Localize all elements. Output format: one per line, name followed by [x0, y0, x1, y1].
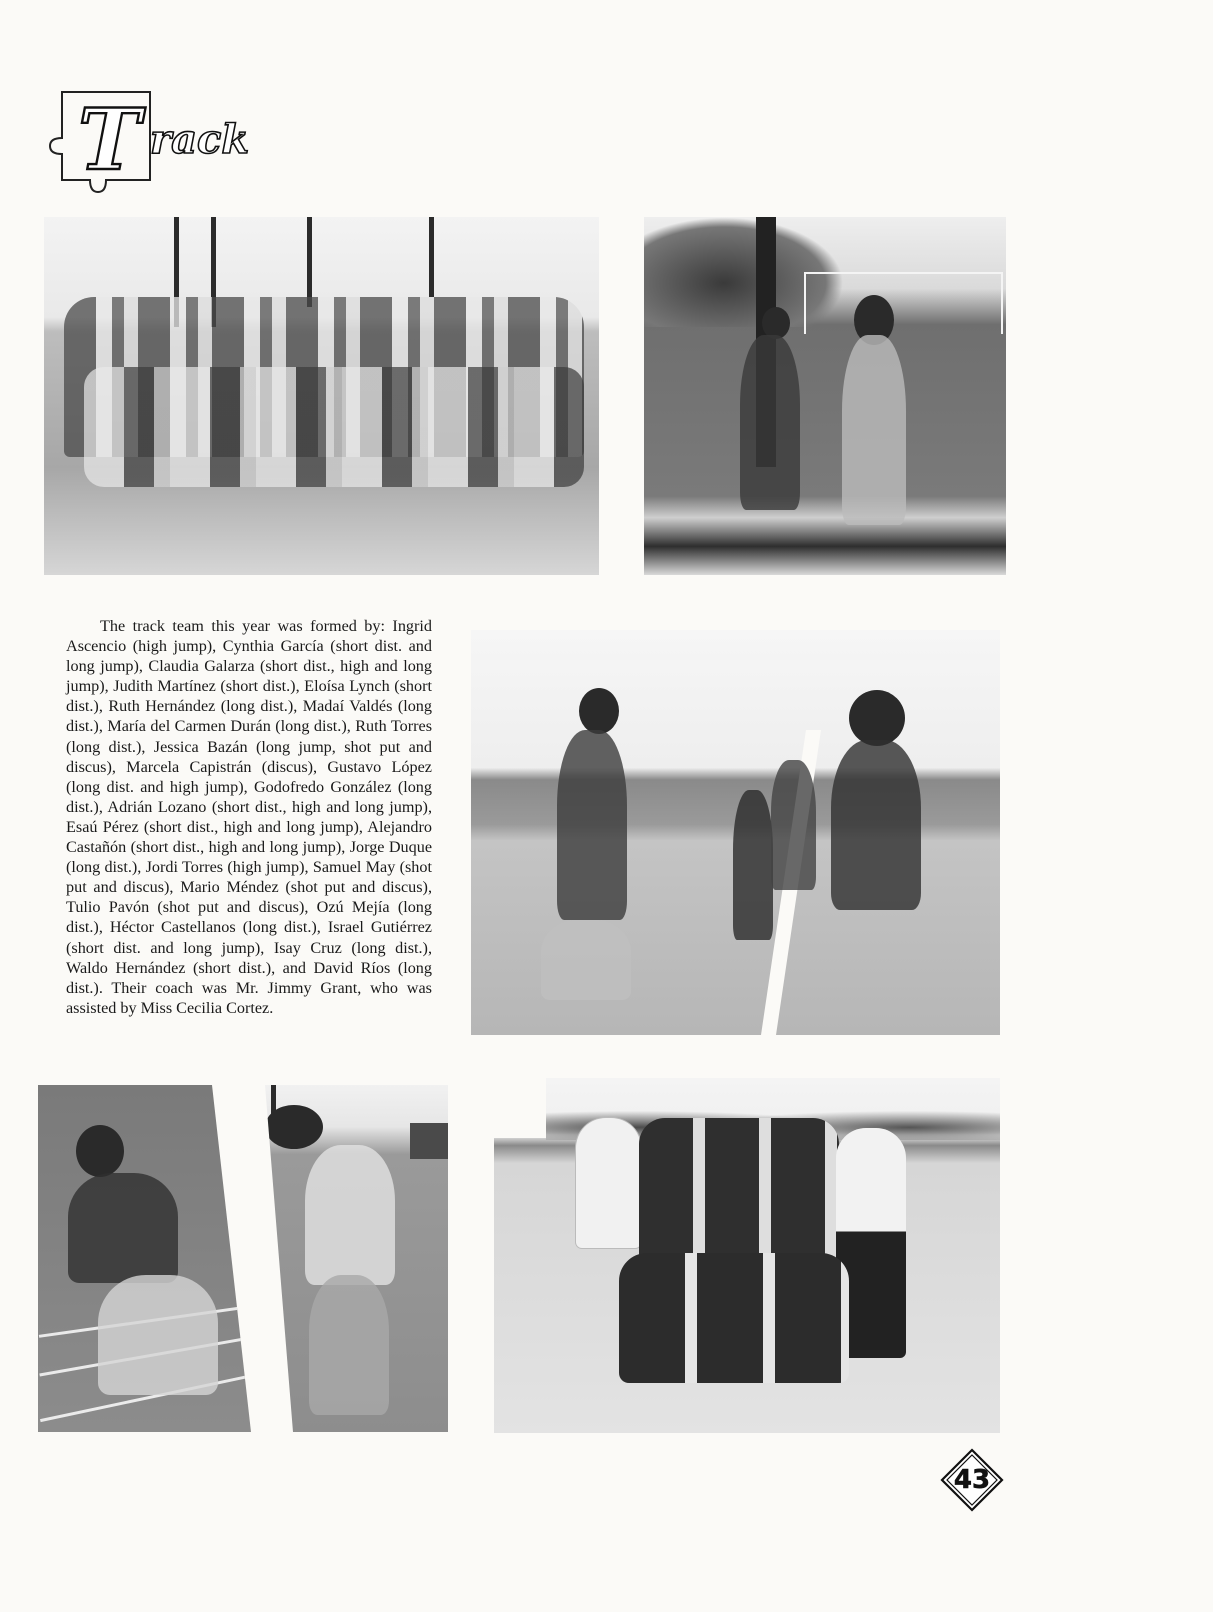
- page-number-badge: [940, 1448, 1004, 1512]
- page-number: 43: [953, 1465, 991, 1495]
- runners-photo: [644, 217, 1006, 575]
- article-paragraph: The track team this year was formed by: Ingrid Ascencio (high jump), Cynthia García (short dist. and long jump), Claudia Galarza (short dist., high and long jump), Judith Martínez (short dist.), Eloísa Lynch (short dist.), Ruth Hernández (long dist.), Madaí Valdés (long dist.), María del Carmen Durán (long dist.), Ruth Torres (long dist.), Jessica Bazán (long jump, shot put and discus), Marcela Capistrán (discus), Gustavo López (long dist. and high jump), Godofredo González (long dist.), Adrián Lozano (short dist., high and long jump), Esaú Pérez (short dist., high and long jump), Alejandro Castañón (short dist., high and long jump), Jorge Duque (long dist.), Jordi Torres (high jump), Samuel May (shot put and discus), Mario Méndez (shot put and discus), Tulio Pavón (shot put and discus), Ozú Mejía (long dist.), Héctor Castellanos (long dist.), Israel Gutiérrez (short dist. and long jump), Isay Cruz (long dist.), Waldo Hernández (short dist.), and David Ríos (long dist.). Their coach was Mr. Jimmy Grant, who was assisted by Miss Cecilia Cortez.: [66, 617, 432, 1017]
- coach-photo: [265, 1085, 448, 1432]
- title-letter: T: [78, 90, 141, 189]
- team-group-photo: [44, 217, 599, 575]
- title-word: rack: [150, 116, 250, 163]
- jumpers-photo: [471, 630, 1000, 1035]
- girls-team-photo: [494, 1078, 1000, 1433]
- article-body: [66, 616, 432, 1018]
- baton-runner-photo: [38, 1085, 251, 1432]
